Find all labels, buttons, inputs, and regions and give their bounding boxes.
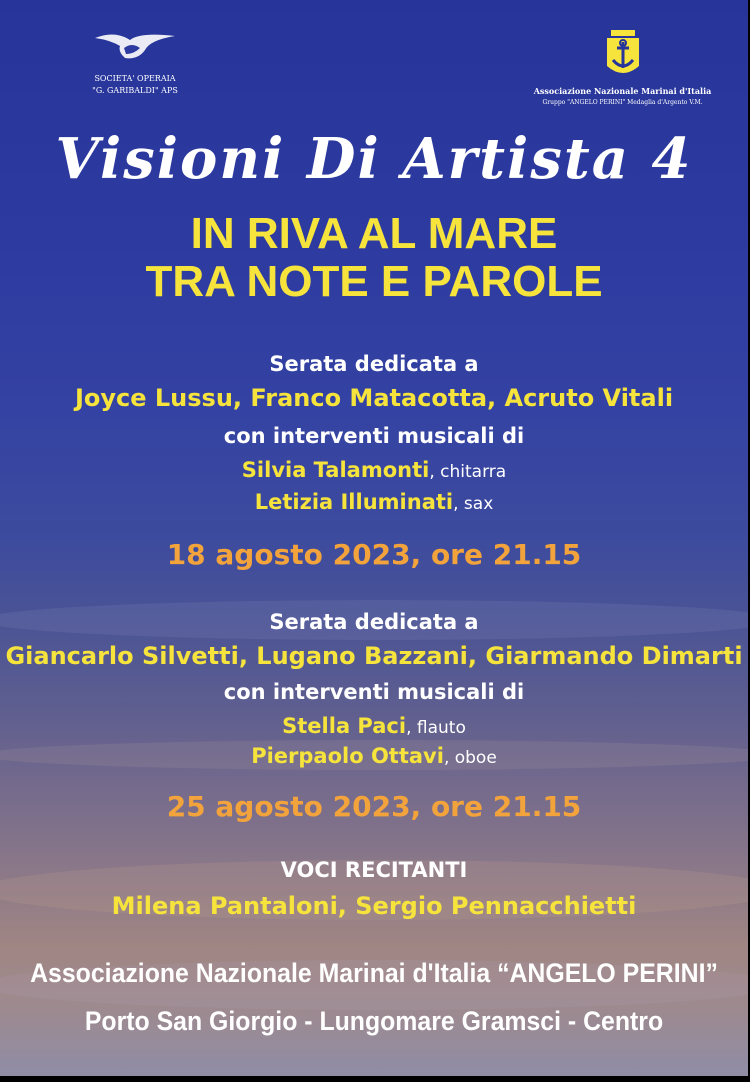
seagull-wave-icon bbox=[90, 28, 180, 68]
evening1-date: 18 agosto 2023, ore 21.15 bbox=[166, 538, 582, 571]
performer-instrument: , sax bbox=[453, 494, 494, 514]
performer-name: Silvia Talamonti bbox=[241, 458, 430, 482]
event-title: Visioni Di Artista 4 bbox=[55, 126, 693, 192]
performer-name: Pierpaolo Ottavi bbox=[251, 744, 444, 768]
evening2-music-intro: con interventi musicali di bbox=[223, 680, 525, 704]
evening1-honorees: Joyce Lussu, Franco Matacotta, Acruto Vitali bbox=[74, 384, 674, 412]
evening2-date: 25 agosto 2023, ore 21.15 bbox=[166, 790, 582, 823]
evening2-performer-1 bbox=[0, 714, 748, 738]
evening1-intro: Serata dedicata a bbox=[269, 352, 479, 376]
subtitle-line1: IN RIVA AL MARE bbox=[190, 209, 558, 258]
evening2-intro: Serata dedicata a bbox=[269, 610, 479, 634]
anmi-logo bbox=[520, 28, 725, 109]
anchor-crest-icon bbox=[603, 28, 643, 80]
readers-heading: VOCI RECITANTI bbox=[280, 858, 468, 882]
footer-venue: Porto San Giorgio - Lungomare Gramsci - Centro bbox=[84, 1006, 664, 1036]
evening2-performer-2 bbox=[0, 744, 748, 768]
left-logo-line2: "G. GARIBALDI" APS bbox=[92, 86, 178, 95]
right-logo-line1: Associazione Nazionale Marinai d'Italia bbox=[533, 86, 712, 96]
performer-name: Letizia Illuminati bbox=[254, 490, 454, 514]
performer-instrument: , flauto bbox=[406, 718, 466, 738]
performer-name: Stella Paci bbox=[282, 714, 407, 738]
subtitle-line2: TRA NOTE E PAROLE bbox=[145, 257, 603, 306]
footer-organizer: Associazione Nazionale Marinai d'Italia “ANGELO PERINI” bbox=[30, 958, 718, 988]
performer-instrument: , oboe bbox=[443, 748, 497, 768]
societa-operaia-logo bbox=[60, 28, 210, 97]
readers-names: Milena Pantaloni, Sergio Pennacchietti bbox=[111, 892, 637, 920]
evening1-performer-2 bbox=[0, 490, 748, 514]
evening1-music-intro: con interventi musicali di bbox=[223, 424, 525, 448]
performer-instrument: , chitarra bbox=[429, 462, 507, 482]
left-logo-line1: SOCIETA' OPERAIA bbox=[94, 74, 176, 83]
right-logo-line2: Gruppo "ANGELO PERINI" Medaglia d'Argento V.M. bbox=[542, 99, 703, 106]
evening1-performer-1 bbox=[0, 458, 748, 482]
evening2-honorees: Giancarlo Silvetti, Lugano Bazzani, Giarmando Dimarti bbox=[5, 642, 743, 670]
